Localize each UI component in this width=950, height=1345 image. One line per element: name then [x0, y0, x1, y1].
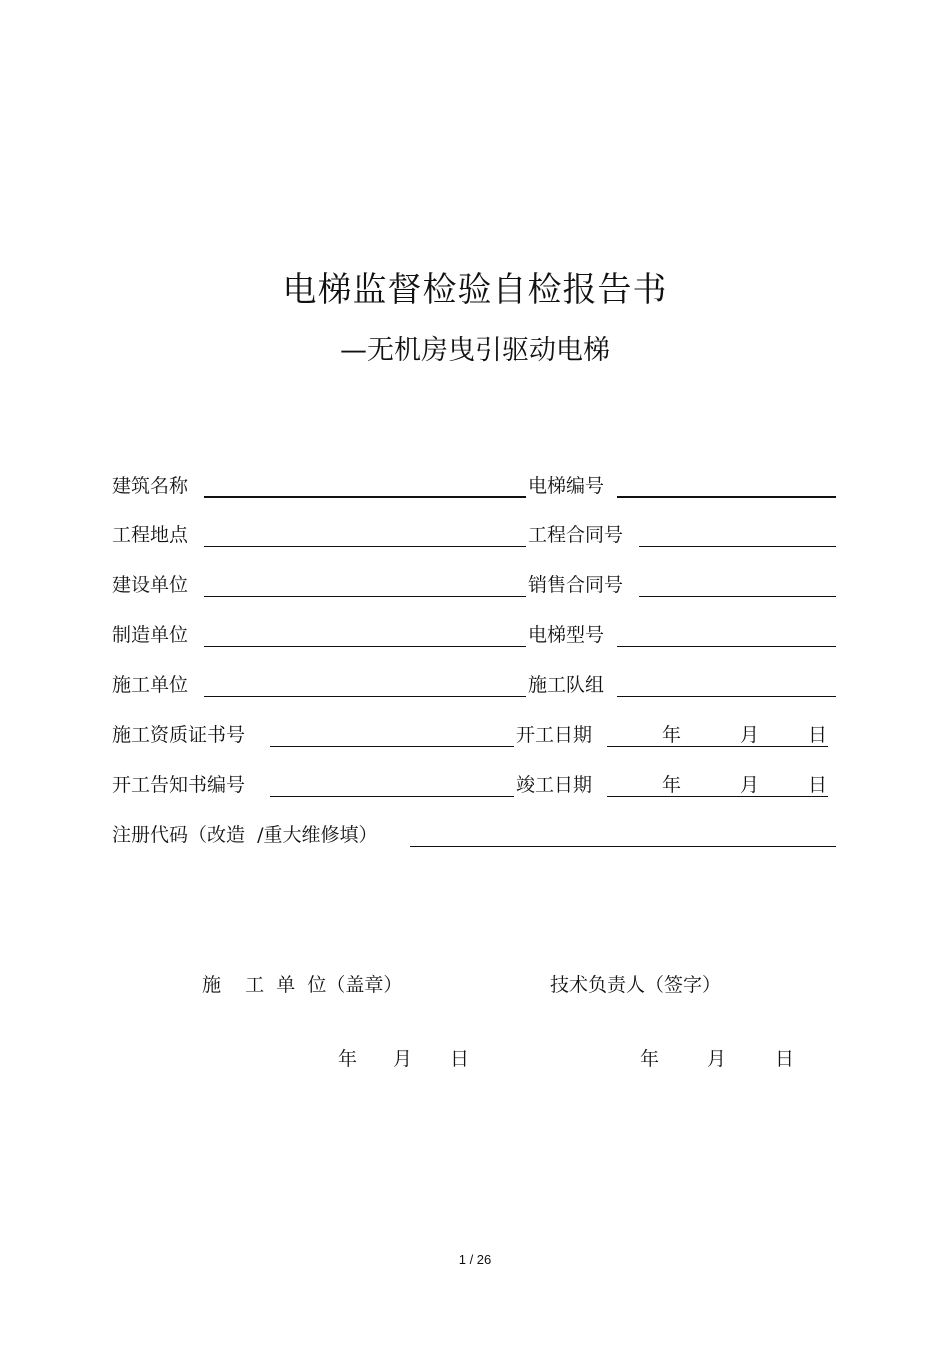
- completion-date-field[interactable]: [607, 796, 828, 797]
- elevator-no-field[interactable]: [617, 496, 836, 498]
- notice-no-field[interactable]: [270, 796, 514, 797]
- qualification-cert-no-label: 施工资质证书号: [112, 724, 246, 746]
- completion-date-month: 月: [740, 774, 760, 796]
- start-date-month: 月: [740, 724, 760, 746]
- manufacturer-label: 制造单位: [112, 624, 189, 646]
- start-date-day: 日: [808, 724, 828, 746]
- seal-date-year: 年: [338, 1048, 358, 1070]
- construction-owner-field[interactable]: [204, 596, 526, 597]
- installer-field[interactable]: [204, 696, 526, 697]
- installer-team-label: 施工队组: [528, 674, 605, 696]
- sign-date-day: 日: [775, 1048, 795, 1070]
- completion-date-label: 竣工日期: [516, 774, 593, 796]
- start-date-label: 开工日期: [516, 724, 593, 746]
- site-field[interactable]: [204, 546, 526, 547]
- sign-date-month: 月: [707, 1048, 727, 1070]
- page-number: 1 / 26: [458, 1252, 492, 1267]
- sales-contract-no-label: 销售合同号: [528, 574, 624, 596]
- seal-date-month: 月: [393, 1048, 413, 1070]
- start-date-field[interactable]: [607, 746, 828, 747]
- installer-team-field[interactable]: [617, 696, 836, 697]
- registration-code-label: 注册代码（改造 /重大维修填）: [112, 824, 378, 846]
- construction-owner-label: 建设单位: [112, 574, 189, 596]
- building-name-label: 建筑名称: [112, 475, 189, 497]
- unit-seal-label: 施 工 单 位（盖章）: [202, 974, 403, 996]
- sales-contract-no-field[interactable]: [639, 596, 836, 597]
- completion-date-year: 年: [662, 774, 682, 796]
- elevator-model-field[interactable]: [617, 646, 836, 647]
- document-title: 电梯监督检验自检报告书: [282, 270, 668, 310]
- document-subtitle: —无机房曳引驱动电梯: [340, 335, 610, 366]
- elevator-model-label: 电梯型号: [528, 624, 605, 646]
- start-date-year: 年: [662, 724, 682, 746]
- qualification-cert-no-field[interactable]: [270, 746, 514, 747]
- installer-label: 施工单位: [112, 674, 189, 696]
- project-contract-no-label: 工程合同号: [528, 524, 624, 546]
- seal-date-day: 日: [450, 1048, 470, 1070]
- elevator-no-label: 电梯编号: [528, 475, 605, 497]
- building-name-field[interactable]: [204, 496, 526, 498]
- completion-date-day: 日: [808, 774, 828, 796]
- tech-lead-label: 技术负责人（签字）: [550, 974, 722, 996]
- registration-code-field[interactable]: [410, 846, 836, 847]
- manufacturer-field[interactable]: [204, 646, 526, 647]
- site-label: 工程地点: [112, 524, 189, 546]
- sign-date-year: 年: [640, 1048, 660, 1070]
- project-contract-no-field[interactable]: [639, 546, 836, 547]
- notice-no-label: 开工告知书编号: [112, 774, 246, 796]
